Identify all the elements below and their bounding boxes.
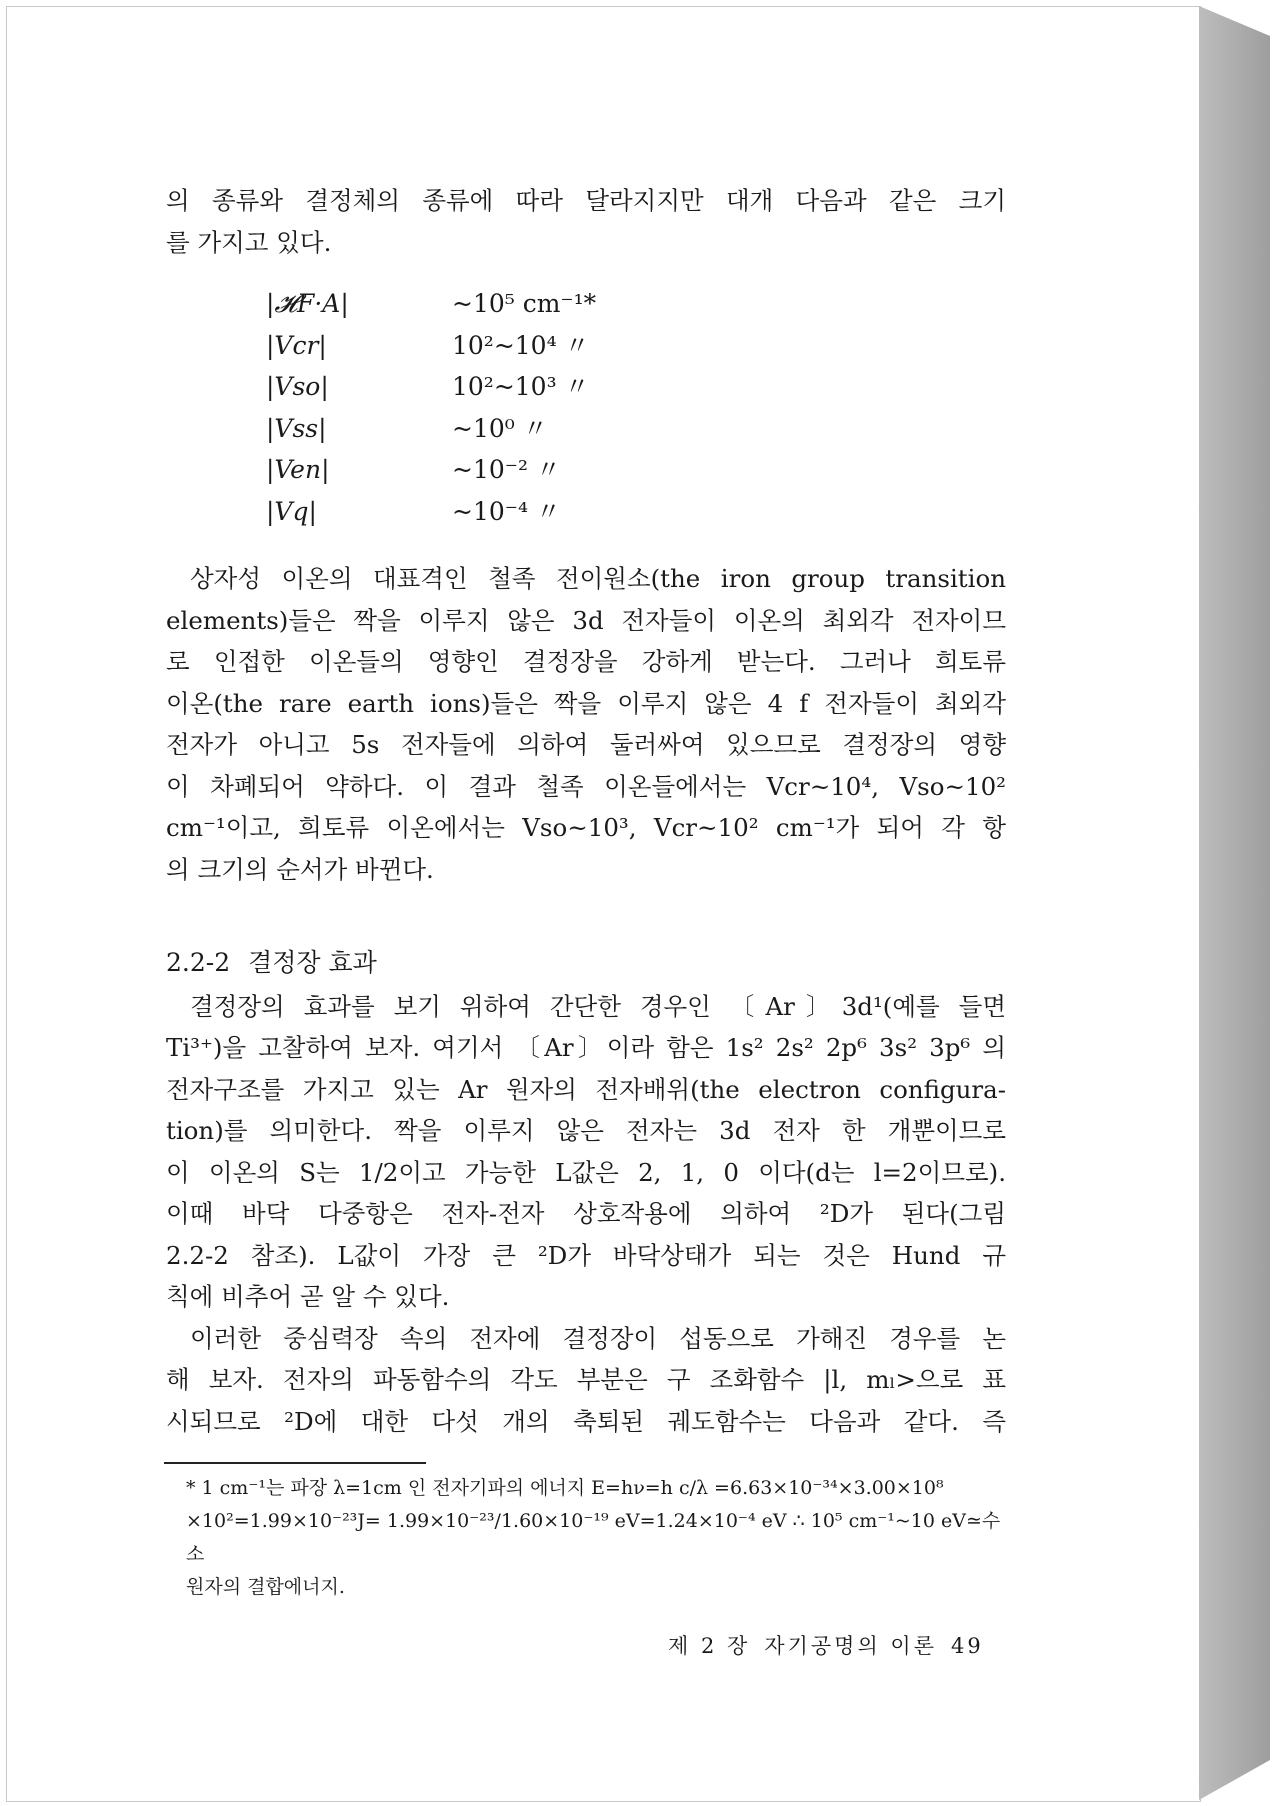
footnote-line: 원자의 결합에너지. [186,1576,345,1598]
table-symbol: |Vq| [266,496,317,526]
text-line: 2.2-2 참조). L값이 가장 큰 ²D가 바닥상태가 되는 것은 Hund 규 [166,1240,1006,1270]
table-symbol: |Vcr| [266,330,327,360]
table-value: ~10⁰ 〃 [452,413,548,443]
text-line: Ti³⁺)을 고찰하여 보자. 여기서 〔Ar〕이라 함은 1s² 2s² 2p⁶ 3s² 3p⁶ 의 [166,1033,1006,1062]
text-line: 이 차폐되어 약하다. 이 결과 철족 이온들에서는 Vcr~10⁴, Vso~10² [166,771,1006,801]
table-symbol: |Vss| [266,413,327,443]
section-title: 결정장 효과 [248,948,377,977]
footnote-line: ×10²=1.99×10⁻²³J= 1.99×10⁻²³/1.60×10⁻¹⁹ eV=1.24×10⁻⁴ eV ∴ 10⁵ cm⁻¹~10 eV≃수소 [186,1510,1001,1565]
text-line: 전자가 아니고 5s 전자들에 의하여 둘러싸여 있으므로 결정장의 영향 [166,730,1006,759]
section-heading [166,942,1006,984]
page-number: 49 [950,1634,984,1658]
magnitude-table [266,283,1006,532]
table-symbol: |𝓗F·A| [266,289,349,318]
text-line: 를 가지고 있다. [166,227,332,257]
table-row [266,283,1006,325]
text-line: 이온(the rare earth ions)들은 짝을 이루지 않은 4 f 전자들이 최외각 [166,688,1006,718]
text-line: 이때 바닥 다중항은 전자-전자 상호작용에 의하여 ²D가 된다(그림 [166,1199,1006,1228]
page-content [166,180,1006,1604]
table-row [266,491,1006,533]
text-line: 의 종류와 결정체의 종류에 따라 달라지지만 대개 다음과 같은 크기 [166,186,1006,215]
chapter-title: 자기공명의 이론 [764,1634,937,1658]
table-row [266,325,1006,367]
table-row [266,408,1006,450]
text-line: 로 인접한 이온들의 영향인 결정장을 강하게 받는다. 그러나 희토류 [166,647,1006,676]
table-symbol: |Vso| [266,372,329,401]
text-line: 상자성 이온의 대표격인 철족 전이원소(the iron group transition [190,564,1006,593]
footnote [166,1472,1006,1604]
footnote-line: * 1 cm⁻¹는 파장 λ=1cm 인 전자기파의 에너지 E=hν=h c/λ =6.63×10⁻³⁴×3.00×10⁸ [186,1477,944,1499]
chapter-label: 제 2 장 [668,1634,751,1658]
text-line: 칙에 비추어 곧 알 수 있다. [166,1282,450,1311]
text-line: 전자구조를 가지고 있는 Ar 원자의 전자배위(the electron configura- [166,1074,1006,1104]
table-value: 10²~10³ 〃 [452,372,590,401]
paragraph-crystal-field [166,986,1006,1318]
text-line: tion)를 의미한다. 짝을 이루지 않은 전자는 3d 전자 한 개뿐이므로 [166,1116,1006,1145]
paragraph-perturbation [166,1318,1006,1443]
text-line: 의 크기의 순서가 바뀐다. [166,854,434,884]
table-value: ~10⁵ cm⁻¹* [452,289,597,318]
footnote-divider [164,1462,426,1464]
table-row [266,366,1006,408]
text-line: 시되므로 ²D에 대한 다섯 개의 축퇴된 궤도함수는 다음과 같다. 즉 [166,1406,1006,1436]
text-line: cm⁻¹이고, 희토류 이온에서는 Vso~10³, Vcr~10² cm⁻¹가 되어 각 항 [166,813,1006,842]
page-edge [1199,6,1270,1800]
section-number: 2.2-2 [166,948,231,977]
paragraph-iron-group [166,558,1006,890]
text-line: 결정장의 효과를 보기 위하여 간단한 경우인 〔Ar〕3d¹(예를 들면 [190,991,1006,1021]
page-footer [668,1630,998,1660]
table-value: ~10⁻² 〃 [452,455,561,484]
intro-paragraph [166,180,1006,263]
table-symbol: |Ven| [266,455,330,484]
table-value: ~10⁻⁴ 〃 [452,496,561,526]
text-line: 이 이온의 S는 1/2이고 가능한 L값은 2, 1, 0 이다(d는 l=2이므로). [166,1157,1006,1187]
table-value: 10²~10⁴ 〃 [452,330,590,360]
text-line: 이러한 중심력장 속의 전자에 결정장이 섭동으로 가해진 경우를 논 [190,1323,1006,1353]
text-line: 해 보자. 전자의 파동함수의 각도 부분은 구 조화함수 |l, mₗ>으로 표 [166,1365,1006,1394]
table-row [266,449,1006,491]
text-line: elements)들은 짝을 이루지 않은 3d 전자들이 이온의 최외각 전자이므 [166,605,1006,635]
